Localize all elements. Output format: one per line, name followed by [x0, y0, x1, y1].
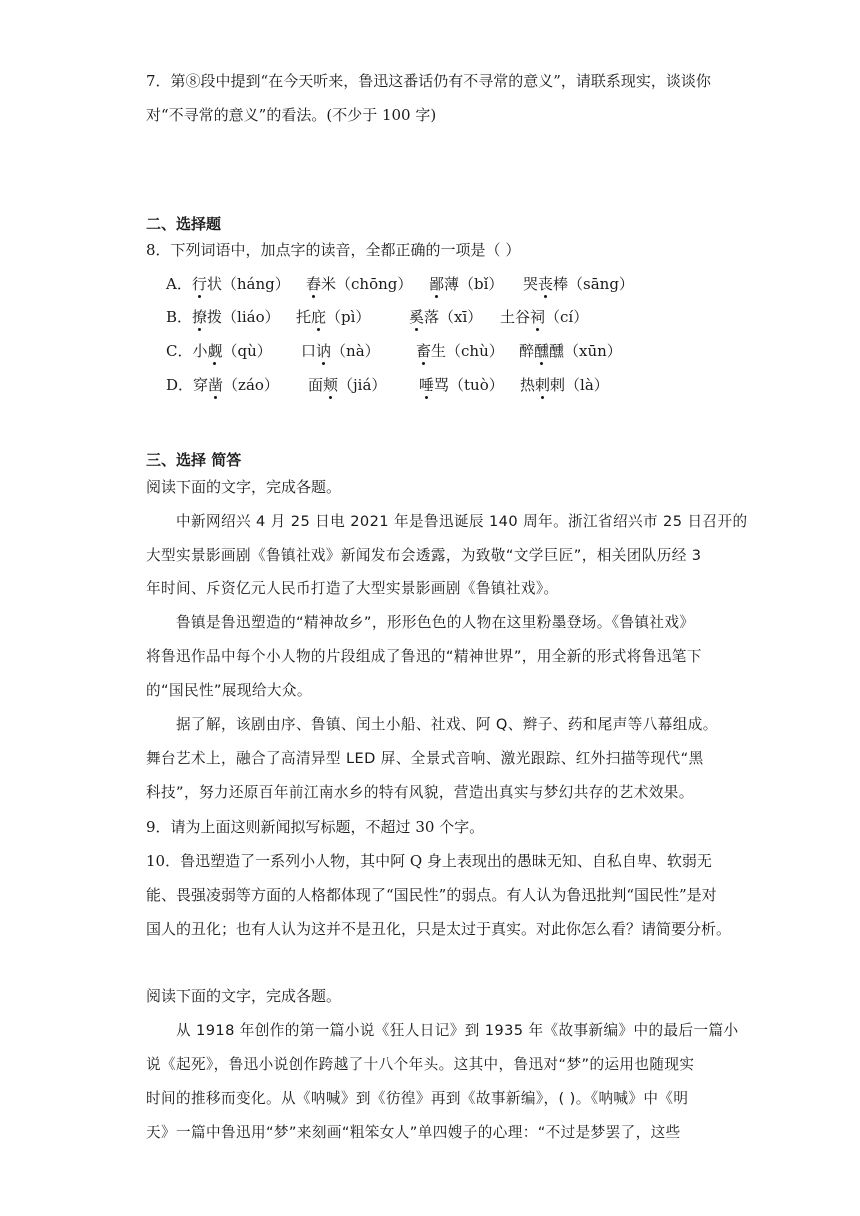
question-7-line-1: 7．第⑧段中提到“在今天听来，鲁迅这番话仍有不寻常的意义”，请联系现实，谈谈你	[146, 72, 711, 90]
dotted-character: 讷	[316, 342, 332, 360]
dotted-character: 祠	[530, 308, 546, 326]
dotted-character: 畜	[416, 342, 432, 360]
section-3-heading: 三、选择 简答	[146, 451, 242, 469]
dotted-character: 醺	[534, 342, 550, 360]
dotted-character: 剌	[535, 376, 551, 394]
word-suffix: 拨（liáo）	[207, 308, 280, 326]
option-b-word-2	[296, 307, 370, 327]
question-7-line-2: 对“不寻常的意义”的看法。(不少于 100 字)	[146, 106, 437, 124]
word-suffix: 剌（là）	[550, 376, 609, 394]
word-prefix: B．	[166, 308, 193, 326]
word-suffix: （nà）	[331, 342, 380, 360]
option-d-word-3	[419, 375, 504, 395]
word-suffix: （cí）	[545, 308, 589, 326]
word-suffix: 米（chōng）	[321, 275, 413, 293]
word-prefix: 托	[296, 308, 312, 326]
word-suffix: 棒（sāng）	[553, 275, 634, 293]
word-prefix: 面	[308, 376, 324, 394]
question-8-stem: 8．下列词语中，加点字的读音，全都正确的一项是（ ）	[146, 241, 521, 259]
dotted-character: 撩	[192, 308, 208, 326]
passage-line-1: 从 1918 年创作的第一篇小说《狂人日记》到 1935 年《故事新编》中的最后一篇小	[176, 1022, 739, 1039]
word-suffix: 薄（bǐ）	[444, 275, 504, 293]
word-suffix: （jiá）	[338, 376, 387, 394]
word-suffix: 醺（xūn）	[549, 342, 622, 360]
word-suffix: （qù）	[222, 342, 272, 360]
option-d-word-1	[166, 375, 279, 395]
dotted-character: 舂	[306, 275, 322, 293]
word-prefix: 醉	[519, 342, 535, 360]
word-prefix: 土谷	[500, 308, 531, 326]
option-a-word-4	[523, 274, 634, 294]
word-suffix: 状（háng）	[206, 275, 290, 293]
word-suffix: 骂（tuò）	[434, 376, 504, 394]
word-suffix: （pì）	[326, 308, 371, 326]
question-10-line-1: 10．鲁迅塑造了一系列小人物，其中阿 Q 身上表现出的愚昧无知、自私自卑、软弱无	[146, 852, 712, 870]
word-suffix: 生（chù）	[431, 342, 504, 360]
word-prefix: C．小	[166, 342, 208, 360]
dotted-character: 鄙	[429, 275, 445, 293]
option-b-word-3	[409, 307, 482, 327]
option-a-word-3	[429, 274, 503, 294]
passage-line-4: 天》一篇中鲁迅用“梦”来刻画“粗笨女人”单四嫂子的心理：“不过是梦罢了，这些	[146, 1124, 681, 1141]
news-line-8: 舞台艺术上，融合了高清异型 LED 屏、全景式音响、激光跟踪、红外扫描等现代“黑	[146, 750, 704, 767]
word-prefix: 哭	[523, 275, 539, 293]
dotted-character: 奚	[409, 308, 425, 326]
dotted-character: 颊	[323, 376, 339, 394]
section-4-intro: 阅读下面的文字，完成各题。	[146, 987, 342, 1005]
question-10-line-2: 能、畏强凌弱等方面的人格都体现了“国民性”的弱点。有人认为鲁迅批判“国民性”是对	[146, 886, 717, 904]
option-b-word-4	[500, 307, 588, 327]
option-b-word-1	[166, 307, 280, 327]
section-3-intro: 阅读下面的文字，完成各题。	[146, 478, 342, 496]
option-c-word-2	[301, 341, 380, 361]
dotted-character: 丧	[538, 275, 554, 293]
news-line-9: 科技”，努力还原百年前江南水乡的特有风貌，营造出真实与梦幻共存的艺术效果。	[146, 784, 694, 801]
dotted-character: 庇	[311, 308, 327, 326]
word-suffix: （záo）	[223, 376, 279, 394]
news-line-4: 鲁镇是鲁迅塑造的“精神故乡”，形形色色的人物在这里粉墨登场。《鲁镇社戏》	[176, 614, 695, 631]
news-line-6: 的“国民性”展现给大众。	[146, 682, 312, 699]
word-prefix: 热	[520, 376, 536, 394]
option-c-word-3	[416, 341, 504, 361]
question-10-line-3: 国人的丑化；也有人认为这并不是丑化，只是太过于真实。对此你怎么看？请简要分析。	[146, 920, 732, 938]
option-d-word-4	[520, 375, 609, 395]
passage-line-2: 说《起死》，鲁迅小说创作跨越了十八个年头。这其中，鲁迅对“梦”的运用也随现实	[146, 1056, 695, 1073]
word-suffix: 落（xī）	[424, 308, 483, 326]
dotted-character: 凿	[208, 376, 224, 394]
word-prefix: 口	[301, 342, 317, 360]
passage-line-3: 时间的推移而变化。从《呐喊》到《彷徨》再到《故事新编》，( )。《呐喊》中《明	[146, 1090, 689, 1107]
question-9: 9．请为上面这则新闻拟写标题，不超过 30 个字。	[146, 818, 485, 836]
dotted-character: 觑	[207, 342, 223, 360]
dotted-character: 行	[191, 275, 207, 293]
option-a-word-1	[166, 274, 290, 294]
option-d-word-2	[308, 375, 386, 395]
news-line-7: 据了解，该剧由序、鲁镇、闰土小船、社戏、阿 Q、辫子、药和尾声等八幕组成。	[176, 716, 718, 733]
word-prefix: D．穿	[166, 376, 209, 394]
dotted-character: 唾	[419, 376, 435, 394]
news-line-3: 年时间、斥资亿元人民币打造了大型实景影画剧《鲁镇社戏》。	[146, 580, 559, 597]
word-prefix: A．	[166, 275, 192, 293]
option-c-word-1	[166, 341, 272, 361]
news-line-2: 大型实景影画剧《鲁镇社戏》新闻发布会透露，为致敬“文学巨匠”，相关团队历经 3	[146, 547, 702, 564]
news-line-5: 将鲁迅作品中每个小人物的片段组成了鲁迅的“精神世界”，用全新的形式将鲁迅笔下	[146, 648, 702, 665]
news-line-1: 中新网绍兴 4 月 25 日电 2021 年是鲁迅诞辰 140 周年。浙江省绍兴市 25 日召开的	[176, 513, 748, 530]
option-a-word-2	[306, 274, 412, 294]
option-c-word-4	[519, 341, 622, 361]
section-2-heading: 二、选择题	[146, 215, 222, 233]
